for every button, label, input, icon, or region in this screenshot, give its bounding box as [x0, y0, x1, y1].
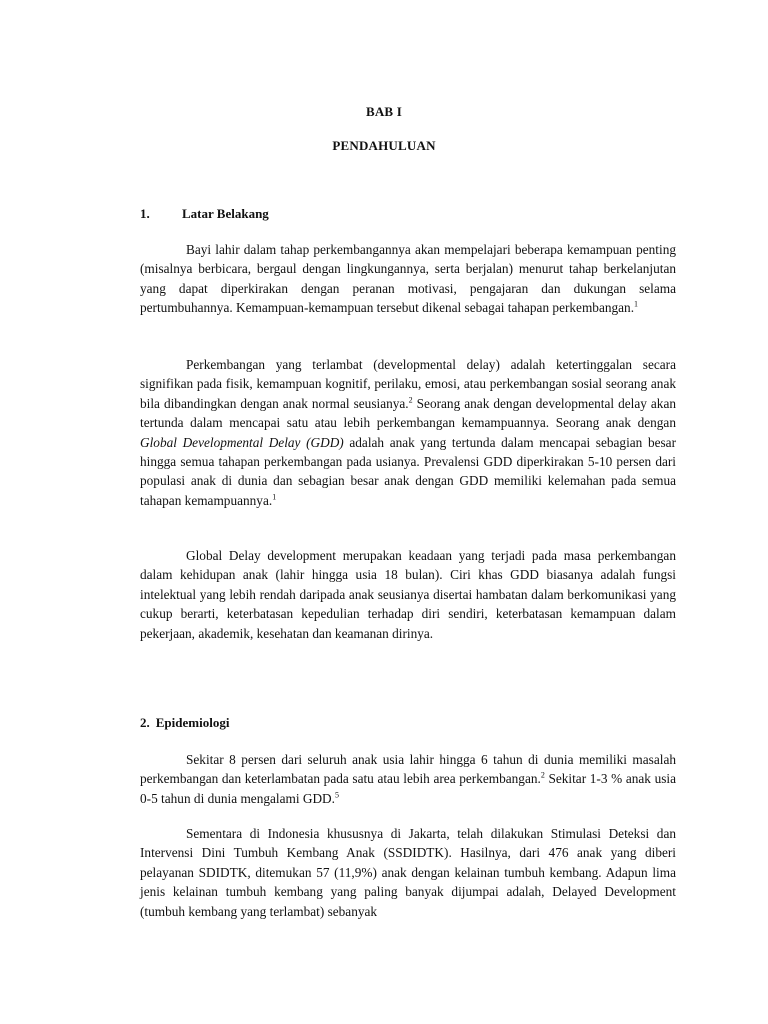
paragraph-tahapan-perkembangan	[140, 240, 676, 318]
paragraph-prevalensi	[140, 750, 676, 808]
footnote-ref: 5	[334, 790, 339, 800]
paragraph-global-delay	[140, 546, 676, 643]
italic-term: Global Developmental Delay (GDD)	[140, 434, 344, 450]
paragraph-text: Sekitar 8 persen dari seluruh anak usia lahir hingga 6 tahun di dunia memiliki masalah perkembangan dan keterlambatan pada satu atau lebih area perkembangan.	[140, 752, 676, 787]
section-heading-latar-belakang	[140, 206, 269, 222]
section-title: Epidemiologi	[155, 715, 230, 730]
chapter-title: PENDAHULUAN	[332, 138, 436, 153]
section-number: 2.	[140, 715, 150, 730]
paragraph-indonesia	[140, 824, 676, 921]
section-heading-epidemiologi	[140, 715, 229, 731]
chapter-number: BAB I	[365, 104, 403, 119]
footnote-ref: 2	[408, 395, 413, 405]
paragraph-text: Seorang anak dengan developmental delay akan tertunda dalam mencapai satu atau lebih perkembangan kemampuannya. Seorang anak dengan	[140, 395, 677, 431]
paragraph-text: Sekitar 1-3 % anak usia 0-5 tahun di dunia mengalami GDD.	[140, 771, 676, 806]
footnote-ref: 1	[634, 299, 639, 309]
footnote-ref: 2	[540, 770, 545, 780]
footnote-ref: 1	[272, 492, 277, 502]
paragraph-text: Global Delay development merupakan keadaan yang terjadi pada masa perkembangan dalam kehidupan anak (lahir hingga usia 18 bulan). Ciri khas GDD biasanya adalah fungsi intelektual yang lebih rendah daripada anak seusianya disertai hambatan dalam berkomunikasi yang cukup berarti, keterbatasan kepedulian terhadap diri sendiri, keterbatasan kemampuan dalam pekerjaan, akademik, kesehatan dan keamanan dirinya.	[140, 548, 676, 641]
paragraph-text: adalah anak yang tertunda dalam mencapai sebagian besar hingga semua tahapan perkembangan pada usianya. Prevalensi GDD diperkirakan 5-10 persen dari populasi anak di dunia dan sebagian besar anak dengan GDD memiliki kelemahan pada semua tahapan kemampuannya.	[140, 434, 676, 508]
section-number: 1.	[140, 206, 150, 221]
paragraph-developmental-delay	[140, 355, 676, 510]
paragraph-text: Perkembangan yang terlambat (developmental delay) adalah ketertinggalan secara signifikan pada fisik, kemampuan kognitif, perilaku, emosi, atau perkembangan sosial seorang anak bila dibandingkan dengan anak normal seusianya.	[140, 357, 676, 411]
paragraph-text: Sementara di Indonesia khususnya di Jakarta, telah dilakukan Stimulasi Deteksi dan Intervensi Dini Tumbuh Kembang Anak (SSDIDTK). Hasilnya, dari 476 anak yang diberi pelayanan SDIDTK, ditemukan 57 (11,9%) anak dengan kelainan tumbuh kembang. Adapun lima jenis kelainan tumbuh kembang yang paling banyak dijumpai adalah, Delayed Development (tumbuh kembang yang terlambat) sebanyak	[140, 826, 676, 919]
paragraph-text: Bayi lahir dalam tahap perkembangannya akan mempelajari beberapa kemampuan penting (misalnya berbicara, bergaul dengan lingkungannya, serta berjalan) menurut tahap berkelanjutan yang dapat diperkirakan dengan peranan motivasi, pengajaran dan dukungan selama pertumbuhannya. Kemampuan-kemampuan tersebut dikenal sebagai tahapan perkembangan.	[140, 242, 676, 316]
section-title: Latar Belakang	[182, 206, 269, 221]
